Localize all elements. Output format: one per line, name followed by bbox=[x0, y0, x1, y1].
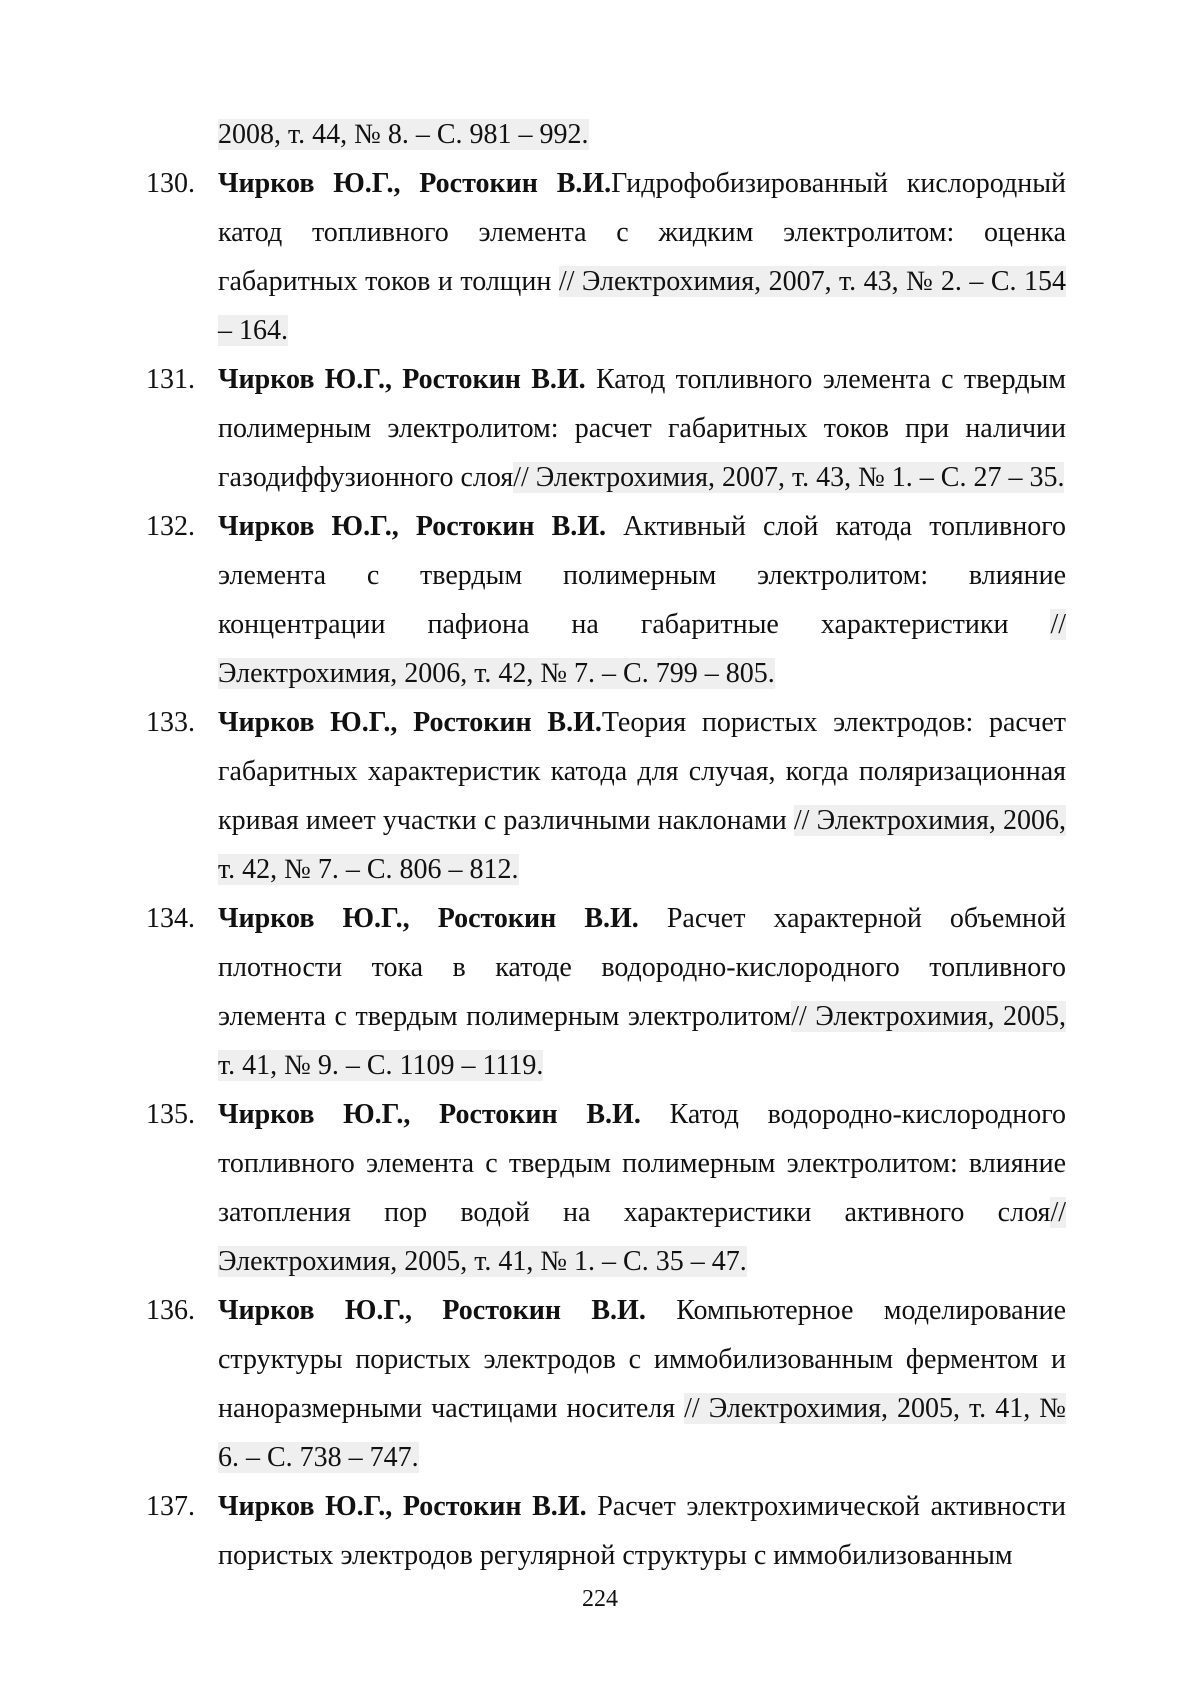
reference-authors: Чирков Ю.Г., Ростокин В.И. bbox=[218, 511, 607, 542]
reference-source: // Электрохимия, 2006, т. 42, № 7. – С. 806 – 812. bbox=[218, 805, 1066, 885]
reference-item-137 bbox=[146, 1482, 1066, 1580]
reference-continuation bbox=[146, 110, 1066, 159]
reference-number: 133. bbox=[146, 707, 195, 738]
reference-source: // Электрохимия, 2005, т. 41, № 1. – С. 35 – 47. bbox=[218, 1197, 1066, 1277]
reference-title: Активный слой катода топливного элемента с твердым полимерным электролитом: влияние концентрации пафиона на габаритные характеристики bbox=[218, 511, 1066, 640]
reference-source: // Электрохимия, 2007, т. 43, № 1. – С. 27 – 35. bbox=[513, 462, 1065, 493]
reference-authors: Чирков Ю.Г., Ростокин В.И. bbox=[218, 1099, 641, 1130]
reference-number: 132. bbox=[146, 511, 195, 542]
reference-authors: Чирков Ю.Г., Ростокин В.И. bbox=[218, 903, 639, 934]
reference-title: Расчет характерной объемной плотности тока в катоде водородно-кислородного топливного элемента с твердым полимерным электролитом bbox=[218, 903, 1066, 1032]
reference-item-132 bbox=[146, 502, 1066, 698]
reference-number: 137. bbox=[146, 1491, 195, 1522]
reference-authors: Чирков Ю.Г., Ростокин В.И. bbox=[218, 707, 602, 738]
reference-item-134 bbox=[146, 894, 1066, 1090]
reference-source: // Электрохимия, 2007, т. 43, № 2. – С. 154 – 164. bbox=[218, 266, 1067, 346]
reference-title: Расчет электрохимической активности пористых электродов регулярной структуры с иммобилизованным bbox=[218, 1491, 1067, 1571]
reference-title: Теория пористых электродов: расчет габаритных характеристик катода для случая, когда поляризационная кривая имеет участки с различными наклонами bbox=[218, 707, 1066, 836]
reference-item-131 bbox=[146, 355, 1066, 502]
reference-title: Катод водородно-кислородного топливного элемента с твердым полимерным электролитом: влияние затопления пор водой на характеристики активного слоя bbox=[218, 1099, 1067, 1228]
reference-item-133 bbox=[146, 698, 1066, 894]
reference-source: // Электрохимия, 2006, т. 42, № 7. – С. 799 – 805. bbox=[218, 609, 1066, 689]
page-number: 224 bbox=[582, 1586, 618, 1612]
reference-source: // Электрохимия, 2005, т. 41, № 9. – С. 1109 – 1119. bbox=[218, 1001, 1066, 1081]
reference-title: Компьютерное моделирование структуры пористых электродов с иммобилизованным ферментом и наноразмерными частицами носителя bbox=[218, 1295, 1067, 1424]
reference-item-136 bbox=[146, 1286, 1066, 1482]
reference-title: Гидрофобизированный кислородный катод топливного элемента с жидким электролитом: оценка габаритных токов и толщин bbox=[218, 168, 1066, 297]
reference-list bbox=[146, 110, 1066, 1580]
reference-authors: Чирков Ю.Г., Ростокин В.И. bbox=[218, 1491, 587, 1522]
reference-authors: Чирков Ю.Г., Ростокин В.И. bbox=[218, 1295, 646, 1326]
reference-source: // Электрохимия, 2005, т. 41, № 6. – С. 738 – 747. bbox=[218, 1393, 1066, 1473]
reference-number: 130. bbox=[146, 168, 195, 199]
reference-authors: Чирков Ю.Г., Ростокин В.И. bbox=[218, 168, 612, 199]
reference-title: Катод топливного элемента с твердым полимерным электролитом: расчет габаритных токов при наличии газодиффузионного слоя bbox=[218, 364, 1066, 493]
reference-item-130 bbox=[146, 159, 1066, 355]
reference-authors: Чирков Ю.Г., Ростокин В.И. bbox=[218, 364, 586, 395]
reference-number: 136. bbox=[146, 1295, 195, 1326]
reference-item-135 bbox=[146, 1090, 1066, 1286]
reference-number: 134. bbox=[146, 903, 195, 934]
reference-number: 135. bbox=[146, 1099, 195, 1130]
reference-source: 2008, т. 44, № 8. – С. 981 – 992. bbox=[218, 119, 589, 150]
reference-number: 131. bbox=[146, 364, 195, 395]
